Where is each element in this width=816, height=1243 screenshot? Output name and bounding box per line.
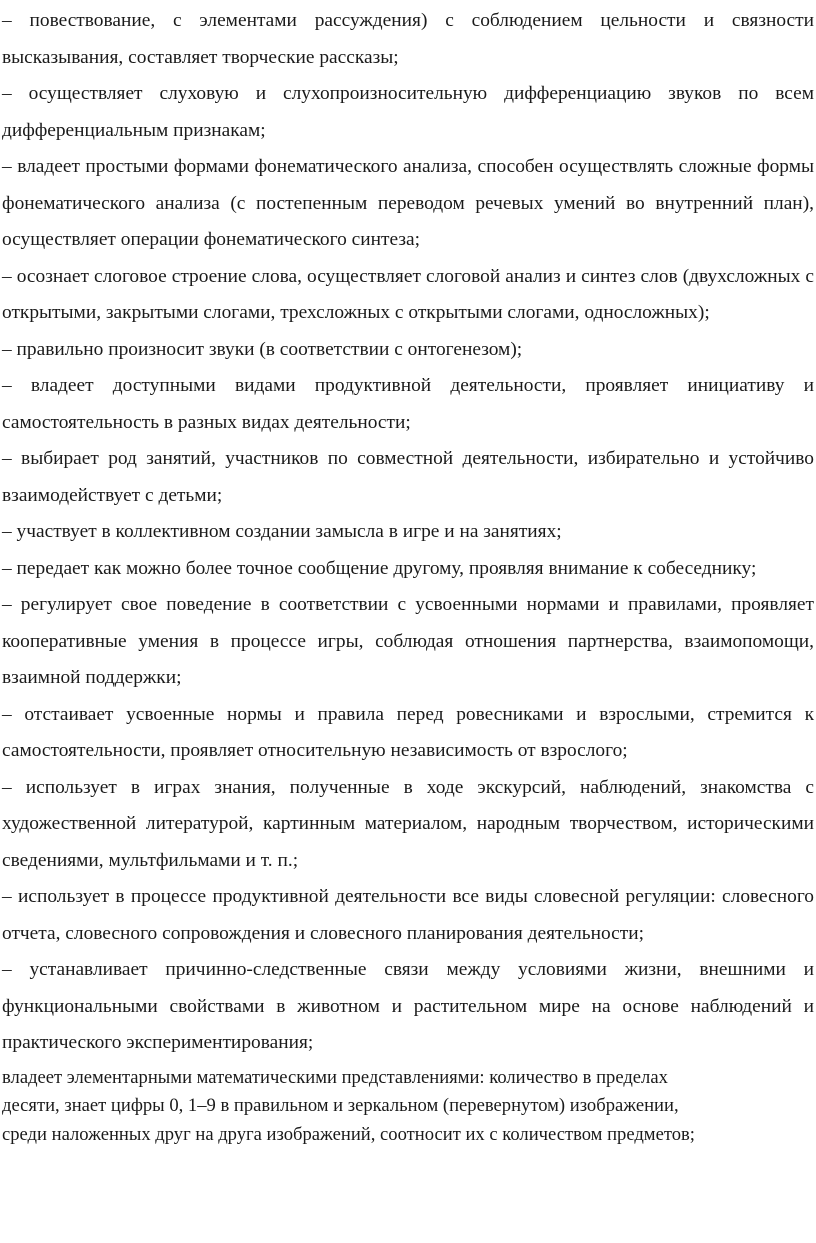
list-item: – правильно произносит звуки (в соответствии с онтогенезом); — [2, 338, 523, 360]
list-item: – осознает слоговое строение слова, осуществляет слоговой анализ и синтез слов (двухсложных с открытыми, закрытыми слогами, трехсложных с открытыми слогами, односложных); — [2, 265, 814, 323]
list-item: – отстаивает усвоенные нормы и правила перед ровесниками и взрослыми, стремится к самостоятельности, проявляет относительную независимость от взрослого; — [2, 703, 814, 761]
list-item: – передает как можно более точное сообщение другому, проявляя внимание к собеседнику; — [2, 557, 757, 579]
list-item: – выбирает род занятий, участников по совместной деятельности, избирательно и устойчиво взаимодействует с детьми; — [2, 448, 814, 506]
list-item: – владеет доступными видами продуктивной деятельности, проявляет инициативу и самостоятельность в разных видах деятельности; — [2, 375, 814, 433]
list-item: – повествование, с элементами рассуждения) с соблюдением цельности и связности высказывания, составляет творческие рассказы; — [2, 10, 814, 68]
list-item: – использует в процессе продуктивной деятельности все виды словесной регуляции: словесного отчета, словесного сопровождения и словесного планирования деятельности; — [2, 886, 814, 944]
list-item: – устанавливает причинно-следственные связи между условиями жизни, внешними и функциональными свойствами в животном и растительном мире на основе наблюдений и практического экспериментирования; — [2, 959, 814, 1053]
list-item: – регулирует свое поведение в соответствии с усвоенными нормами и правилами, проявляет кооперативные умения в процессе игры, соблюдая отношения партнерства, взаимопомощи, взаимной поддержки; — [2, 594, 814, 688]
list-item: – использует в играх знания, полученные в ходе экскурсий, наблюдений, знакомства с художественной литературой, картинным материалом, народным творчеством, историческими сведениями, мультфильмами и т. п.; — [2, 776, 814, 871]
tail-paragraph — [2, 1064, 814, 1150]
list-item: – участвует в коллективном создании замысла в игре и на занятиях; — [2, 521, 562, 542]
list-item: – осуществляет слуховую и слухопроизносительную дифференциацию звуков по всем дифференциальным признакам; — [2, 83, 814, 141]
bullet-list — [2, 3, 814, 1062]
list-item: – владеет простыми формами фонематического анализа, способен осуществлять сложные формы фонематического анализа (с постепенным переводом речевых умений во внутренний план), осуществляет операции фонематического синтеза; — [2, 156, 814, 250]
tail-line: среди наложенных друг на друга изображений, соотносит их с количеством предметов; — [2, 1123, 695, 1145]
tail-line: владеет элементарными математическими представлениями: количество в пределах — [2, 1066, 668, 1088]
tail-line: десяти, знает цифры 0, 1–9 в правильном и зеркальном (перевернутом) изображении, — [2, 1095, 679, 1116]
